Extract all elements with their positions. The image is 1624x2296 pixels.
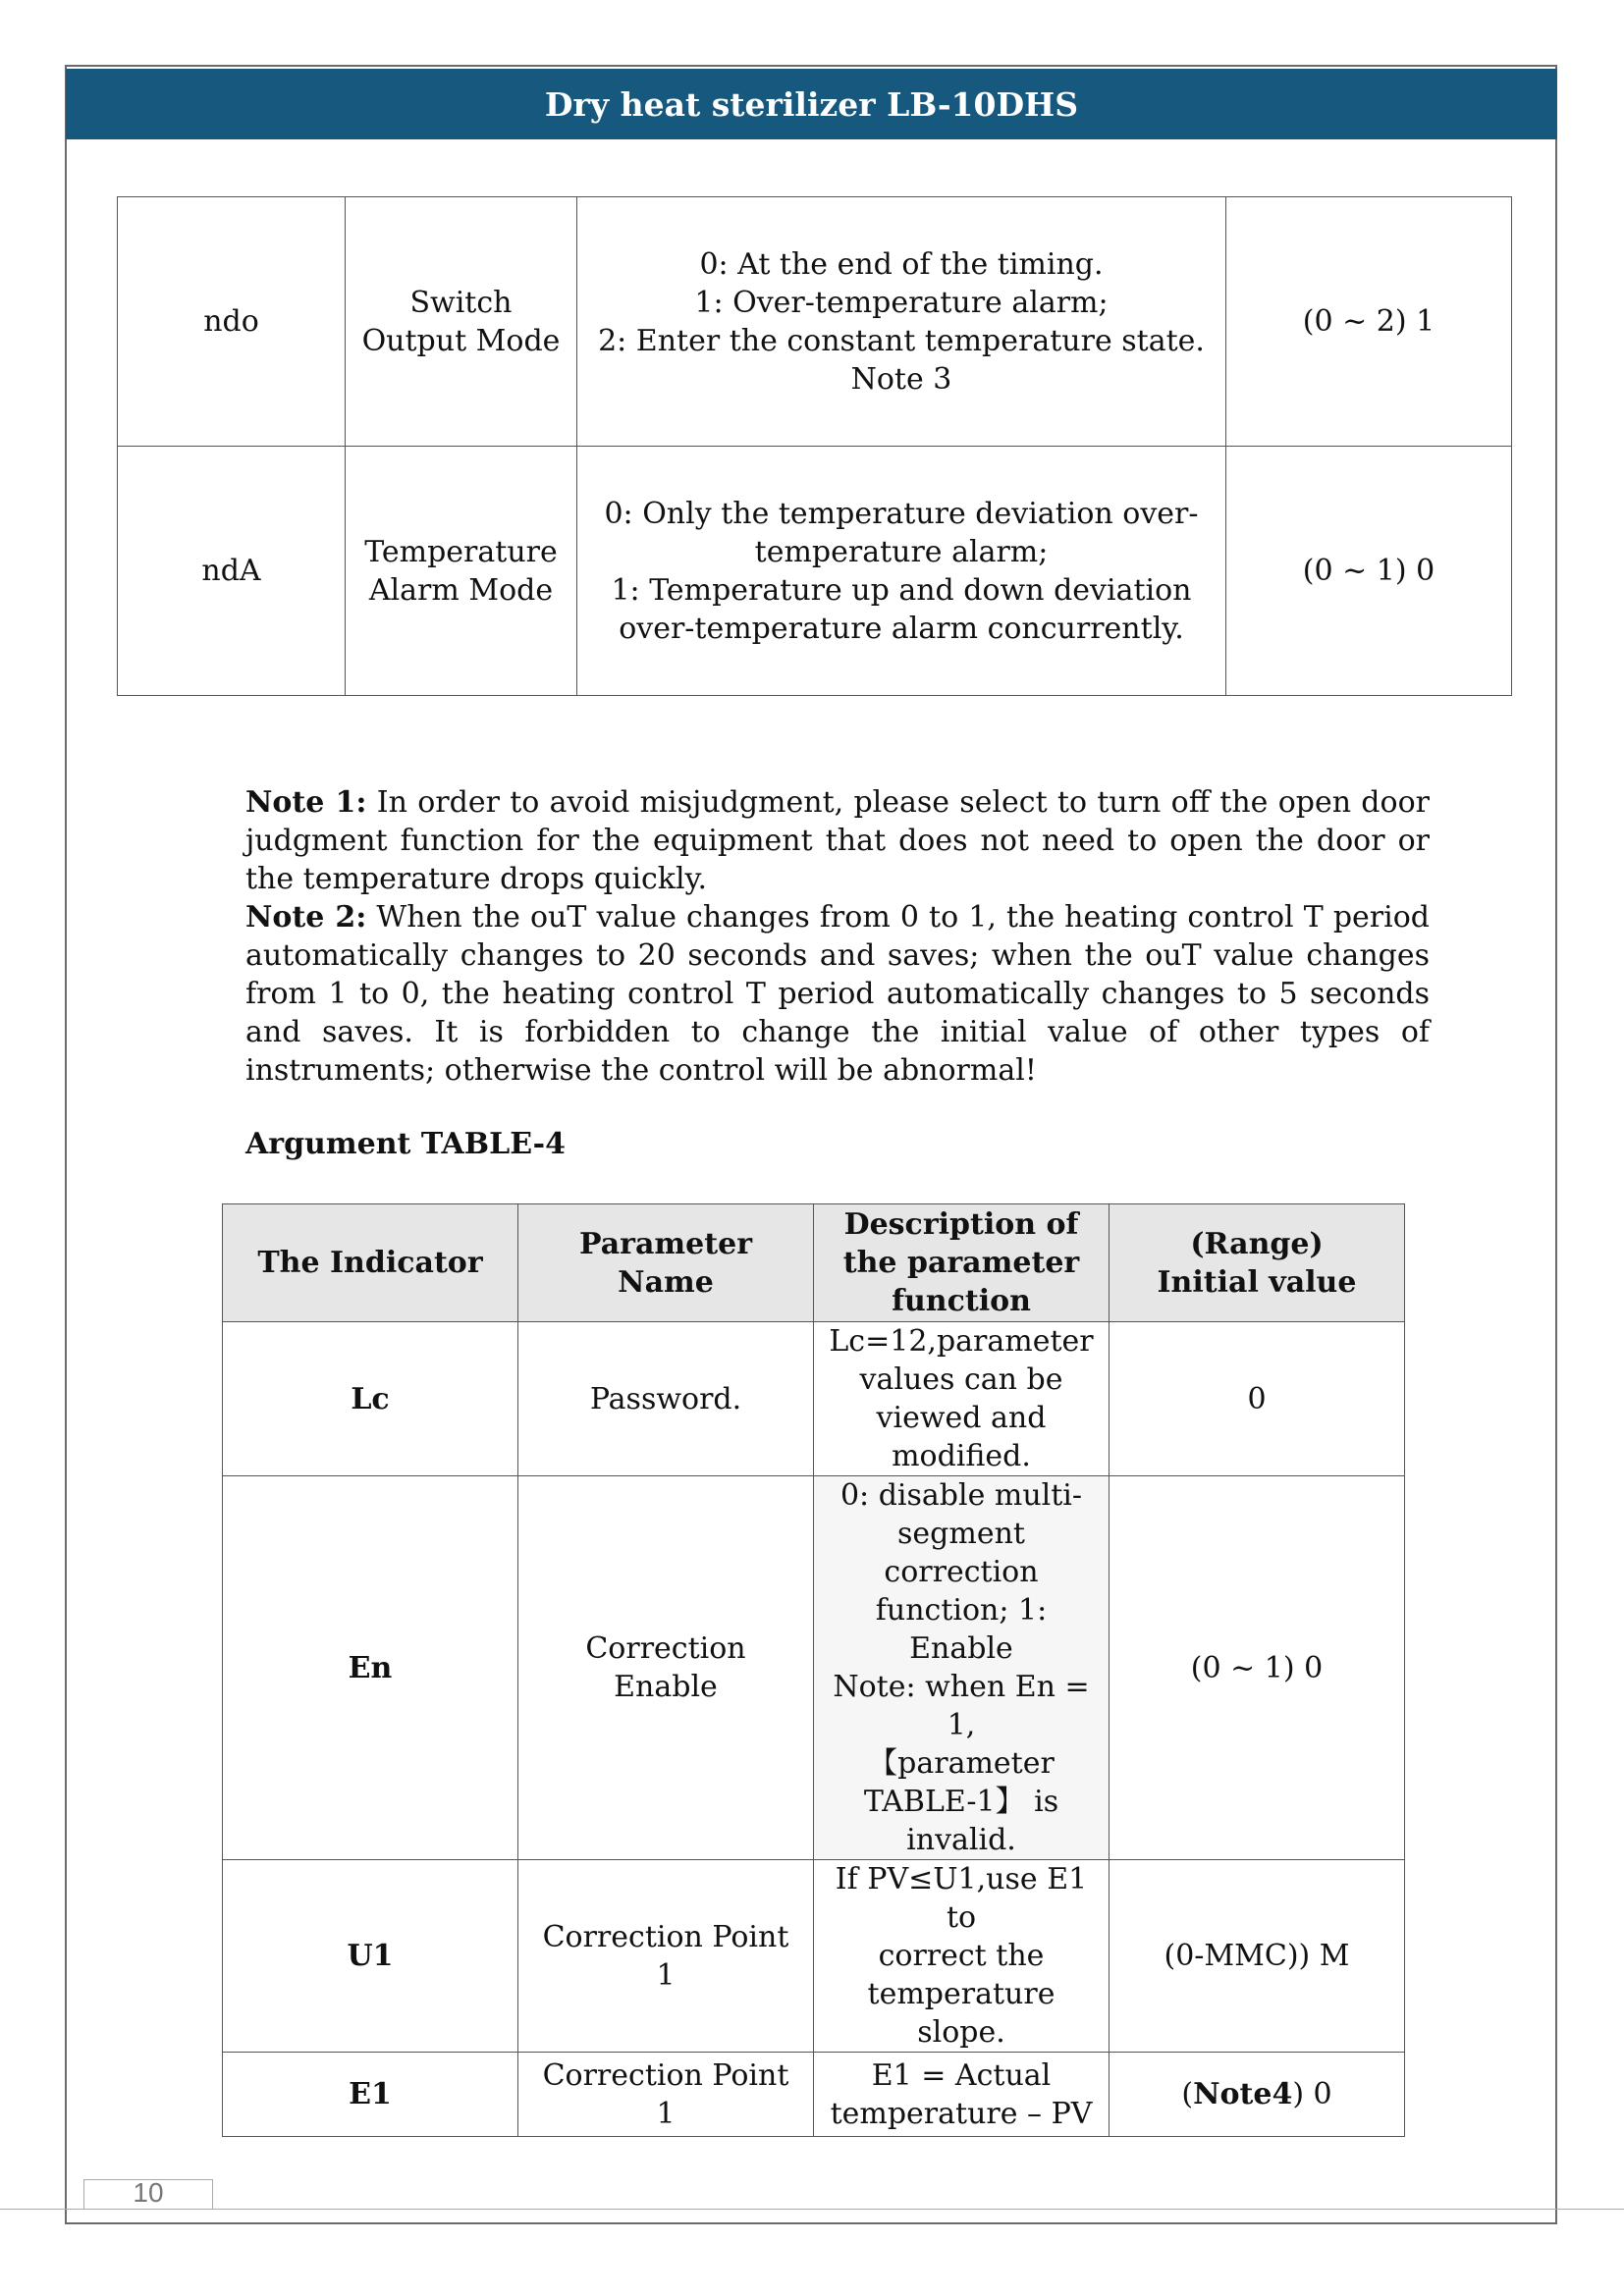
text-line: the parameter (842, 1246, 1080, 1280)
note-reference: Note4 (1193, 2077, 1293, 2111)
parameter-name-cell: Correction Point 1 (518, 1860, 814, 2053)
range-value-cell: (0-MMC)) M (1110, 1860, 1405, 2053)
indicator-cell: ndA (118, 447, 346, 696)
text-line: viewed and (876, 1401, 1047, 1435)
parameter-name-cell: Correction Enable (518, 1476, 814, 1860)
text-line: function (892, 1284, 1031, 1318)
note-text: In order to avoid misjudgment, please select to turn off the open door judgment function for the equipment that does not need to open the door or the temperature drops quickly. (245, 785, 1430, 896)
text-line: temperature alarm; (754, 534, 1049, 569)
text-line: (Range) (1190, 1226, 1324, 1261)
table-row (223, 1476, 1405, 1860)
text-line: temperature – PV (830, 2096, 1093, 2131)
value-suffix: ) 0 (1292, 2077, 1332, 2111)
text-line: 1: Over-temperature alarm; (694, 285, 1109, 320)
header-description (814, 1204, 1110, 1322)
description-cell (814, 1322, 1110, 1476)
document-title: Dry heat sterilizer LB-10DHS (544, 84, 1079, 124)
header-parameter-name: Parameter Name (518, 1204, 814, 1322)
range-value-cell: (0 ~ 2) 1 (1226, 197, 1512, 447)
text-line: Note 3 (850, 361, 952, 397)
indicator-cell: Lc (223, 1322, 518, 1476)
indicator-cell: ndo (118, 197, 346, 447)
text-line: Switch (409, 285, 513, 320)
text-line: Note: when En = 1, (833, 1670, 1090, 1742)
page-number: 10 (83, 2179, 213, 2209)
text-line: 1: Temperature up and down deviation (611, 572, 1192, 608)
text-line: 2: Enter the constant temperature state. (598, 323, 1205, 358)
description-cell (577, 197, 1226, 447)
table-row (118, 447, 1512, 696)
description-cell (577, 447, 1226, 696)
text-line: Description of (843, 1207, 1079, 1242)
text-line: values can be (859, 1362, 1063, 1397)
value-prefix: ( (1181, 2077, 1194, 2111)
indicator-cell: E1 (223, 2053, 518, 2137)
note-text: When the ouT value changes from 0 to 1, the heating control T period automatically changes to 20 seconds and saves; when the ouT value changes from 1 to 0, the heating control T period automatically changes to 5 seconds and saves. It is forbidden to change the initial value of other types of instruments; otherwise the control will be abnormal! (245, 900, 1430, 1088)
parameter-name-cell (346, 197, 577, 447)
text-line: correct the (878, 1939, 1045, 1973)
text-line: 【parameter (868, 1746, 1055, 1781)
header-range (1110, 1204, 1405, 1322)
table-row (223, 1322, 1405, 1476)
notes-block (245, 783, 1430, 1090)
text-line: TABLE-1】 is (863, 1785, 1059, 1819)
description-cell (814, 1860, 1110, 2053)
text-line: 0: Only the temperature deviation over- (604, 496, 1199, 531)
text-line: segment (897, 1517, 1025, 1551)
text-line: over-temperature alarm concurrently. (619, 611, 1184, 646)
text-line: Alarm Mode (368, 572, 554, 608)
parameter-name-cell (346, 447, 577, 696)
header-band (66, 69, 1557, 139)
text-line: E1 = Actual (871, 2057, 1052, 2093)
range-value-cell: (0 ~ 1) 0 (1226, 447, 1512, 696)
note-paragraph (245, 783, 1430, 898)
table-header-row (223, 1204, 1405, 1322)
table-row (223, 1860, 1405, 2053)
text-line: 0: At the end of the timing. (699, 246, 1104, 282)
text-line: If PV≤U1,use E1 to (835, 1862, 1088, 1935)
indicator-cell: En (223, 1476, 518, 1860)
table-caption: Argument TABLE-4 (245, 1127, 566, 1161)
text-line: Temperature (364, 534, 558, 569)
text-line: Initial value (1157, 1264, 1357, 1300)
parameter-name-cell: Correction Point 1 (518, 2053, 814, 2137)
parameter-name-cell: Password. (518, 1322, 814, 1476)
range-value-cell (1110, 2053, 1405, 2137)
indicator-cell: U1 (223, 1860, 518, 2053)
note-label: Note 2: (245, 900, 367, 934)
description-cell (814, 2053, 1110, 2137)
table-row (118, 197, 1512, 447)
range-value-cell: (0 ~ 1) 0 (1110, 1476, 1405, 1860)
text-line: modified. (892, 1439, 1031, 1473)
argument-table-4 (222, 1203, 1405, 2137)
text-line: 0: disable multi- (839, 1478, 1083, 1513)
header-indicator: The Indicator (223, 1204, 518, 1322)
note-label: Note 1: (245, 785, 367, 820)
text-line: invalid. (906, 1823, 1016, 1857)
table-row (223, 2053, 1405, 2137)
text-line: temperature slope. (867, 1977, 1056, 2050)
note-paragraph (245, 898, 1430, 1090)
range-value-cell: 0 (1110, 1322, 1405, 1476)
text-line: correction (884, 1555, 1039, 1589)
text-line: Lc=12,parameter (829, 1324, 1094, 1359)
footer-rule (0, 2209, 1624, 2210)
parameter-table-continued (117, 196, 1512, 696)
text-line: Output Mode (361, 323, 561, 358)
text-line: function; 1: Enable (875, 1593, 1048, 1666)
description-cell (814, 1476, 1110, 1860)
